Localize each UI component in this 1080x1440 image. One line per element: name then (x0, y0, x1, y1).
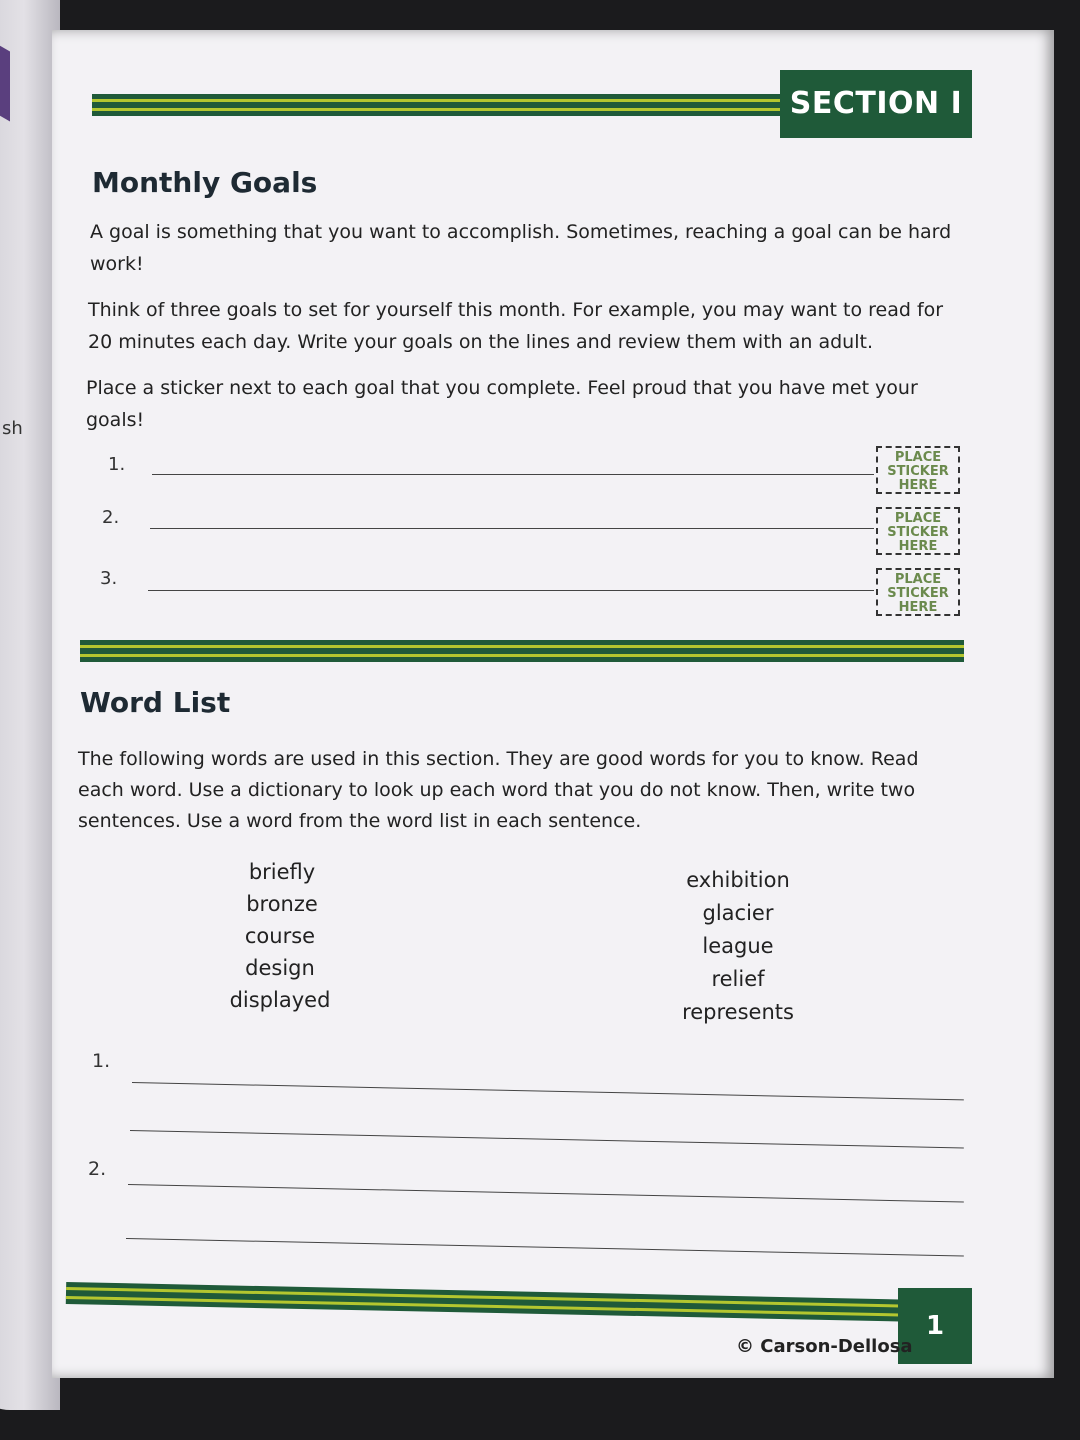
goal-line-3[interactable] (148, 590, 874, 591)
word-item: represents (682, 1000, 794, 1024)
sentence-line-1a[interactable] (132, 1082, 964, 1100)
footer-bar (66, 1282, 900, 1321)
word-item: relief (711, 967, 765, 991)
word-item: design (245, 956, 315, 980)
previous-page-edge (0, 0, 60, 1410)
goal-number-1: 1. (108, 454, 126, 475)
word-item: bronze (246, 892, 318, 916)
sticker-text-sticker: STICKER (887, 525, 949, 540)
goal-line-2[interactable] (150, 528, 874, 529)
goals-paragraph-1: A goal is something that you want to accomplish. Sometimes, reaching a goal can be hard work! (90, 221, 952, 275)
goals-paragraph-3: Place a sticker next to each goal that you complete. Feel proud that you have met your goals! (86, 377, 918, 431)
sentence-line-1b[interactable] (130, 1130, 964, 1148)
goal-line-1[interactable] (152, 474, 874, 475)
word-item: glacier (702, 901, 774, 925)
word-item: course (244, 924, 316, 948)
word-list-title: Word List (80, 686, 231, 719)
sticker-text-place: PLACE (894, 450, 942, 465)
previous-page-fragment: sh (2, 418, 23, 439)
word-item: displayed (229, 988, 331, 1012)
previous-page-purple-band (0, 28, 10, 121)
page-number: 1 (898, 1288, 972, 1364)
goals-paragraph-2: Think of three goals to set for yourself this month. For example, you may want to read for 20 minutes each day. Write your goals on the lines and review them with an adult. (88, 299, 944, 353)
word-item: briefly (248, 860, 316, 884)
copyright-text: © Carson-Dellosa (736, 1336, 913, 1357)
sticker-box-1 (876, 446, 960, 494)
section-divider-bar (80, 640, 964, 662)
goal-number-3: 3. (100, 568, 118, 589)
sentence-number-1: 1. (92, 1050, 111, 1072)
goal-number-2: 2. (102, 507, 120, 528)
sticker-text-sticker: STICKER (887, 586, 949, 601)
sticker-box-3 (876, 568, 960, 616)
word-list-paragraph: The following words are used in this section. They are good words for you to know. Read each word. Use a dictionary to look up each word that you do not know. Then, write two sentences. Use a word from the word list in each sentence. (78, 748, 919, 832)
word-item: league (702, 934, 774, 958)
sticker-text-here: HERE (898, 600, 938, 615)
sentence-line-2a[interactable] (128, 1184, 964, 1203)
sticker-text-place: PLACE (894, 572, 942, 587)
sticker-text-place: PLACE (894, 511, 942, 526)
sticker-text-here: HERE (898, 539, 938, 554)
sticker-box-2 (876, 507, 960, 555)
monthly-goals-title: Monthly Goals (92, 166, 318, 199)
sticker-text-here: HERE (898, 478, 938, 493)
section-tab: SECTION I (780, 70, 972, 138)
word-item: exhibition (686, 868, 790, 892)
sentence-number-2: 2. (88, 1158, 107, 1180)
header-bar (92, 94, 782, 116)
sentence-line-2b[interactable] (126, 1238, 964, 1257)
workbook-page (52, 30, 1054, 1378)
sticker-text-sticker: STICKER (887, 464, 949, 479)
